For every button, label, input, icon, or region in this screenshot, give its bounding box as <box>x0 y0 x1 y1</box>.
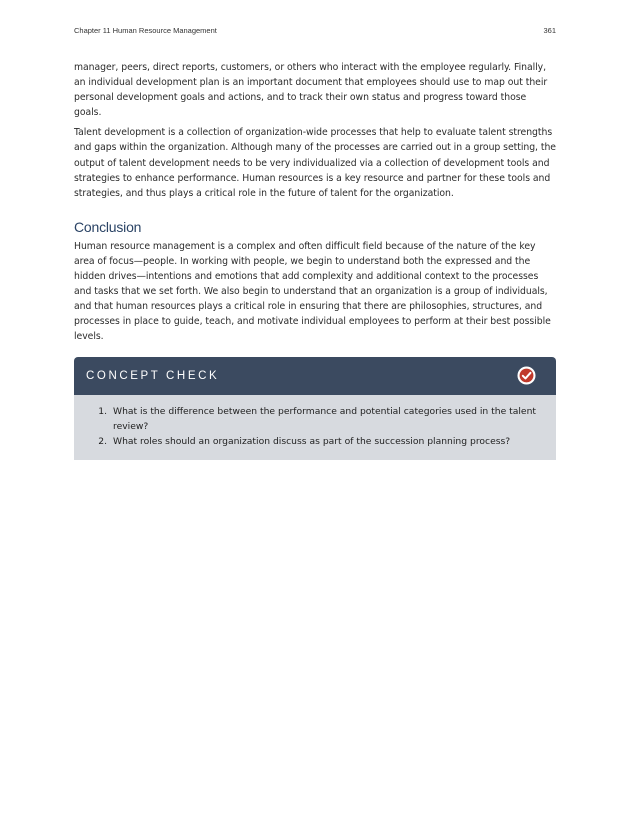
concept-question <box>88 434 542 449</box>
concept-check-title: CONCEPT CHECK <box>86 369 220 382</box>
concept-question-list <box>88 404 542 449</box>
section-heading-conclusion: Conclusion <box>74 218 142 235</box>
running-header <box>74 26 556 35</box>
question-text: What is the difference between the performance and potential categories used in the talent review? <box>113 405 537 432</box>
concept-check-box <box>74 357 556 460</box>
body-paragraph: manager, peers, direct reports, customers, or others who interact with the employee regularly. Finally, an individual development plan is an important document that employees should use to map out their personal development goals and actions, and to track their own status and progress toward those goals. <box>74 62 548 119</box>
chapter-title: Chapter 11 Human Resource Management <box>74 26 217 35</box>
page-number: 361 <box>543 26 556 35</box>
question-text: What roles should an organization discuss as part of the succession planning process? <box>113 435 511 447</box>
question-number: 2. <box>98 435 107 447</box>
body-paragraph: Talent development is a collection of organization-wide processes that help to evaluate talent strengths and gaps within the organization. Although many of the processes are carried out in a group setting, the output of talent development needs to be very individualized via a collection of development tools and strategies to enhance performance. Human resources is a key resource and partner for these tools and strategies, and thus plays a critical role in the future of talent for the organization. <box>74 127 556 199</box>
concept-question <box>88 404 542 434</box>
checkmark-circle-icon <box>517 366 536 385</box>
page-content <box>74 60 556 460</box>
question-number: 1. <box>98 405 107 417</box>
conclusion-paragraph: Human resource management is a complex and often difficult field because of the nature of the key area of focus—people. In working with people, we begin to understand both the expressed and the hidden drives—intentions and emotions that add complexity and additional context to the processes and tasks that we set forth. We also begin to understand that an organization is a group of individuals, and that human resources plays a critical role in ensuring that there are philosophies, structures, and processes in place to guide, teach, and motivate individual employees to perform at their best possible levels. <box>74 240 551 343</box>
concept-check-header <box>74 357 556 395</box>
concept-check-body <box>74 395 556 460</box>
